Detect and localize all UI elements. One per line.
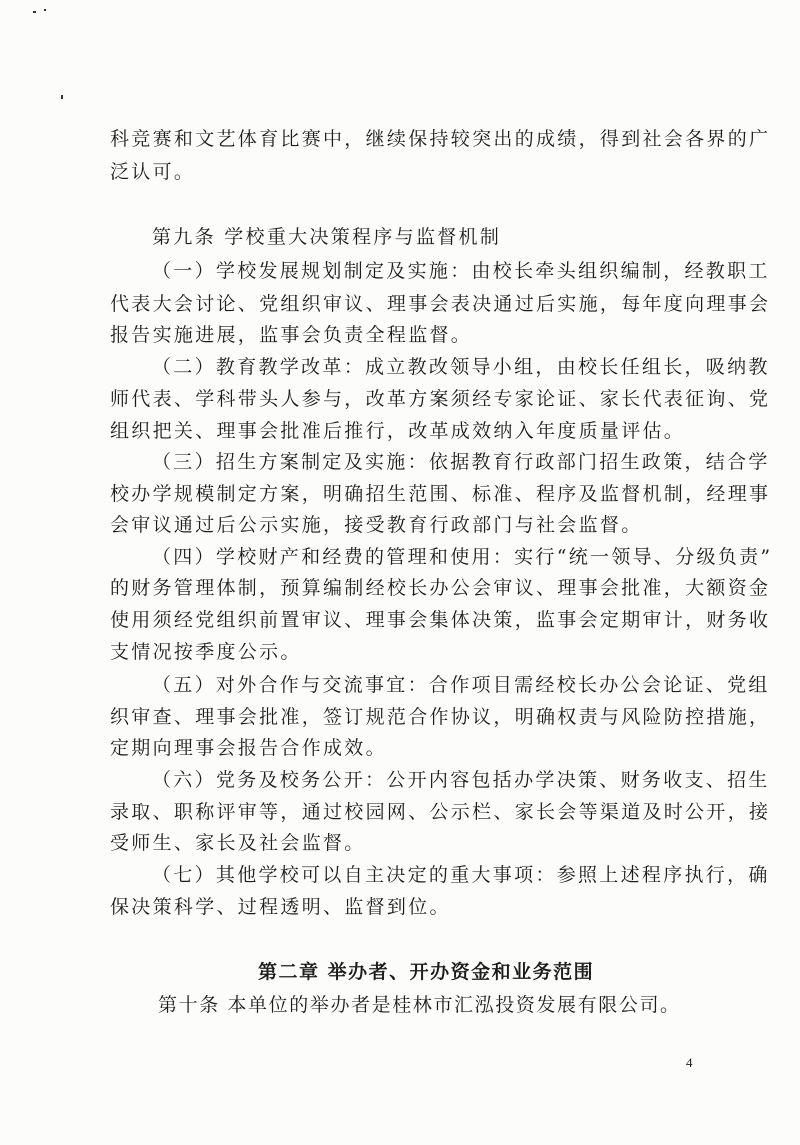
paragraph-line: 的财务管理体制，预算编制经校长办公会审议、理事会批准，大额资金 [110,577,771,599]
paragraph-line: 受师生、家长及社会监督。 [110,832,366,854]
scan-speck [44,9,46,11]
paragraph-line: 定期向理事会报告合作成效。 [110,737,387,759]
paragraph-line: 组织把关、理事会批准后推行，改革成效纳入年度质量评估。 [110,420,686,442]
paragraph-line: （三）招生方案制定及实施：依据教育行政部门招生政策，结合学 [152,451,770,473]
paragraph-line: 使用须经党组织前置审议、理事会集体决策，监事会定期审计，财务收 [110,609,771,631]
paragraph-line: （二）教育教学改革：成立教改领导小组，由校长任组长，吸纳教 [152,356,770,378]
paragraph-line: 报告实施进展，监事会负责全程监督。 [110,324,473,346]
paragraph-line: 泛认可。 [110,161,196,183]
paragraph-line: 织审查、理事会批准，签订规范合作协议，明确权责与风险防控措施， [110,706,771,728]
paragraph-line: 校办学规模制定方案，明确招生范围、标准、程序及监督机制，经理事 [110,483,771,505]
paragraph-line: 保决策科学、过程透明、监督到位。 [110,896,451,918]
paragraph-line: 师代表、学科带头人参与，改革方案须经专家论证、家长代表征询、党 [110,388,771,410]
paragraph-line: 代表大会讨论、党组织审议、理事会表决通过后实施，每年度向理事会 [110,293,771,315]
paragraph-line: （五）对外合作与交流事宜：合作项目需经校长办公会论证、党组 [152,674,770,696]
scan-speck [61,95,63,99]
article-ten-text: 第十条 本单位的举办者是桂林市汇泓投资发展有限公司。 [158,994,681,1016]
paragraph-line: （六）党务及校务公开：公开内容包括办学决策、财务收支、招生 [152,769,770,791]
paragraph-line: （一）学校发展规划制定及实施：由校长牵头组织编制，经教职工 [152,260,770,282]
scan-speck [33,11,36,13]
paragraph-line: （七）其他学校可以自主决定的重大事项：参照上述程序执行，确 [152,864,770,886]
paragraph-line: （四）学校财产和经费的管理和使用：实行“统一领导、分级负责” [152,546,773,568]
article-nine-title: 第九条 学校重大决策程序与监督机制 [152,226,502,248]
paragraph-line: 会审议通过后公示实施，接受教育行政部门与社会监督。 [110,514,643,536]
chapter-title: 第二章 举办者、开办资金和业务范围 [258,961,595,983]
page-number: 4 [686,1055,693,1070]
paragraph-line: 科竞赛和文艺体育比赛中，继续保持较突出的成绩，得到社会各界的广 [110,128,771,150]
paragraph-line: 支情况按季度公示。 [110,641,302,663]
paragraph-line: 录取、职称评审等，通过校园网、公示栏、家长会等渠道及时公开，接 [110,801,771,823]
